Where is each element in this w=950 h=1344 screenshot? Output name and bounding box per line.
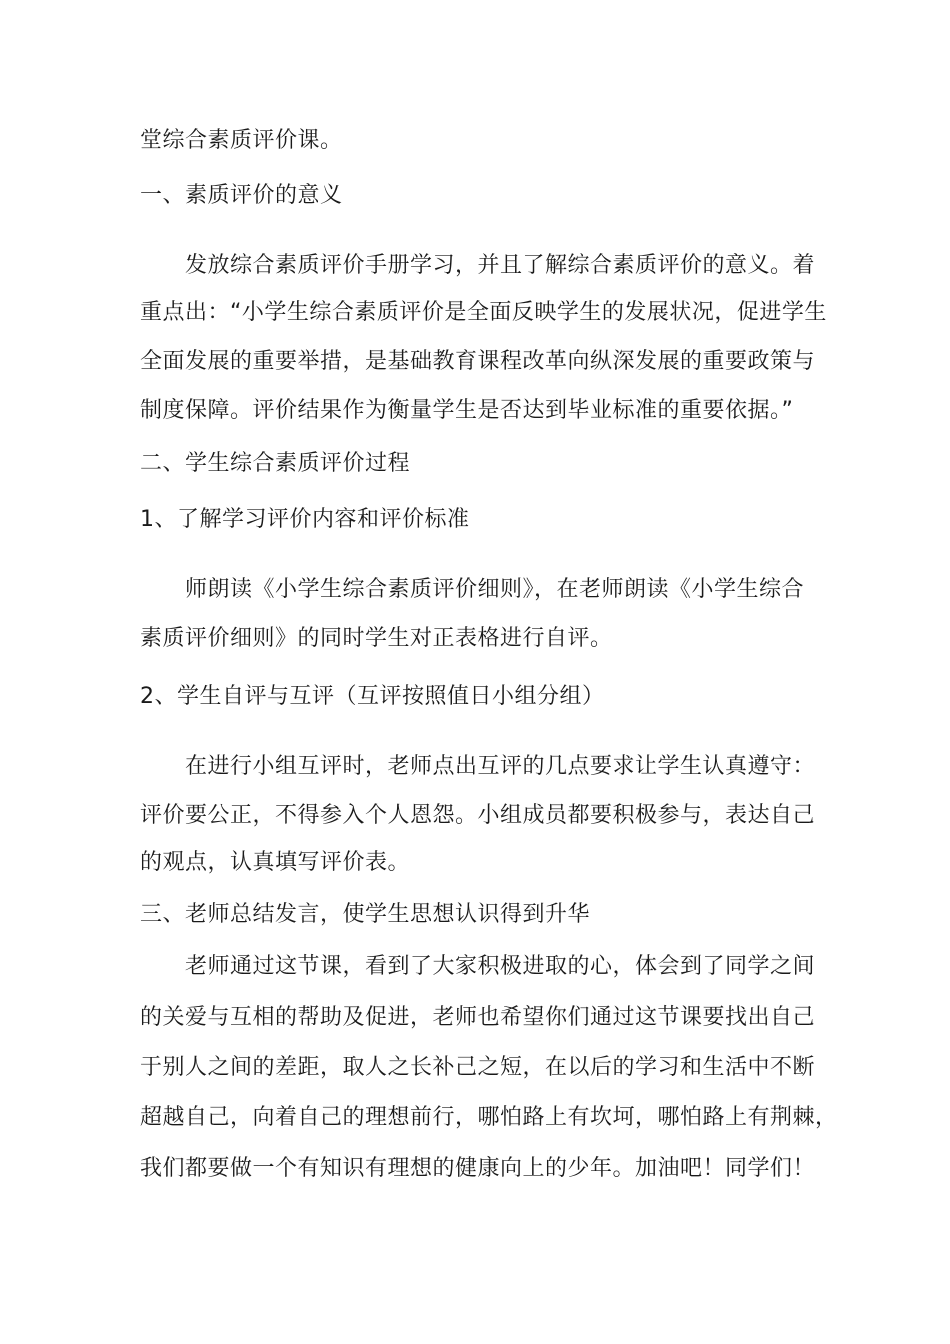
section-heading: 一、素质评价的意义 (140, 183, 343, 208)
text-line: 堂综合素质评价课。 (140, 128, 343, 153)
text-line: 超越自己，向着自己的理想前行，哪怕路上有坎坷，哪怕路上有荆棘， (140, 1105, 838, 1130)
text-line: 在进行小组互评时，老师点出互评的几点要求让学生认真遵守： (185, 754, 816, 779)
section-heading: 二、学生综合素质评价过程 (140, 451, 411, 476)
text-line: 素质评价细则》的同时学生对正表格进行自评。 (140, 626, 613, 651)
text-line: 发放综合素质评价手册学习，并且了解综合素质评价的意义。着 (185, 253, 816, 278)
text-line: 的观点，认真填写评价表。 (140, 850, 411, 875)
text-line: 制度保障。评价结果作为衡量学生是否达到毕业标准的重要依据。” (140, 398, 794, 423)
text-line: 全面发展的重要举措，是基础教育课程改革向纵深发展的重要政策与 (140, 349, 816, 374)
subsection-heading: 1、了解学习评价内容和评价标准 (140, 507, 470, 532)
text-line: 于别人之间的差距，取人之长补己之短，在以后的学习和生活中不断 (140, 1055, 816, 1080)
text-line: 我们都要做一个有知识有理想的健康向上的少年。加油吧！同学们！ (140, 1156, 816, 1181)
text-line: 的关爱与互相的帮助及促进，老师也希望你们通过这节课要找出自己 (140, 1005, 816, 1030)
section-heading: 三、老师总结发言，使学生思想认识得到升华 (140, 902, 591, 927)
text-line: 师朗读《小学生综合素质评价细则》，在老师朗读《小学生综合 (185, 577, 805, 602)
text-line: 老师通过这节课，看到了大家积极进取的心，体会到了同学之间 (185, 954, 816, 979)
text-line: 重点出：“小学生综合素质评价是全面反映学生的发展状况，促进学生 (140, 300, 827, 325)
text-line: 评价要公正，不得参入个人恩怨。小组成员都要积极参与，表达自己 (140, 803, 816, 828)
subsection-heading: 2、学生自评与互评（互评按照值日小组分组） (140, 684, 605, 709)
